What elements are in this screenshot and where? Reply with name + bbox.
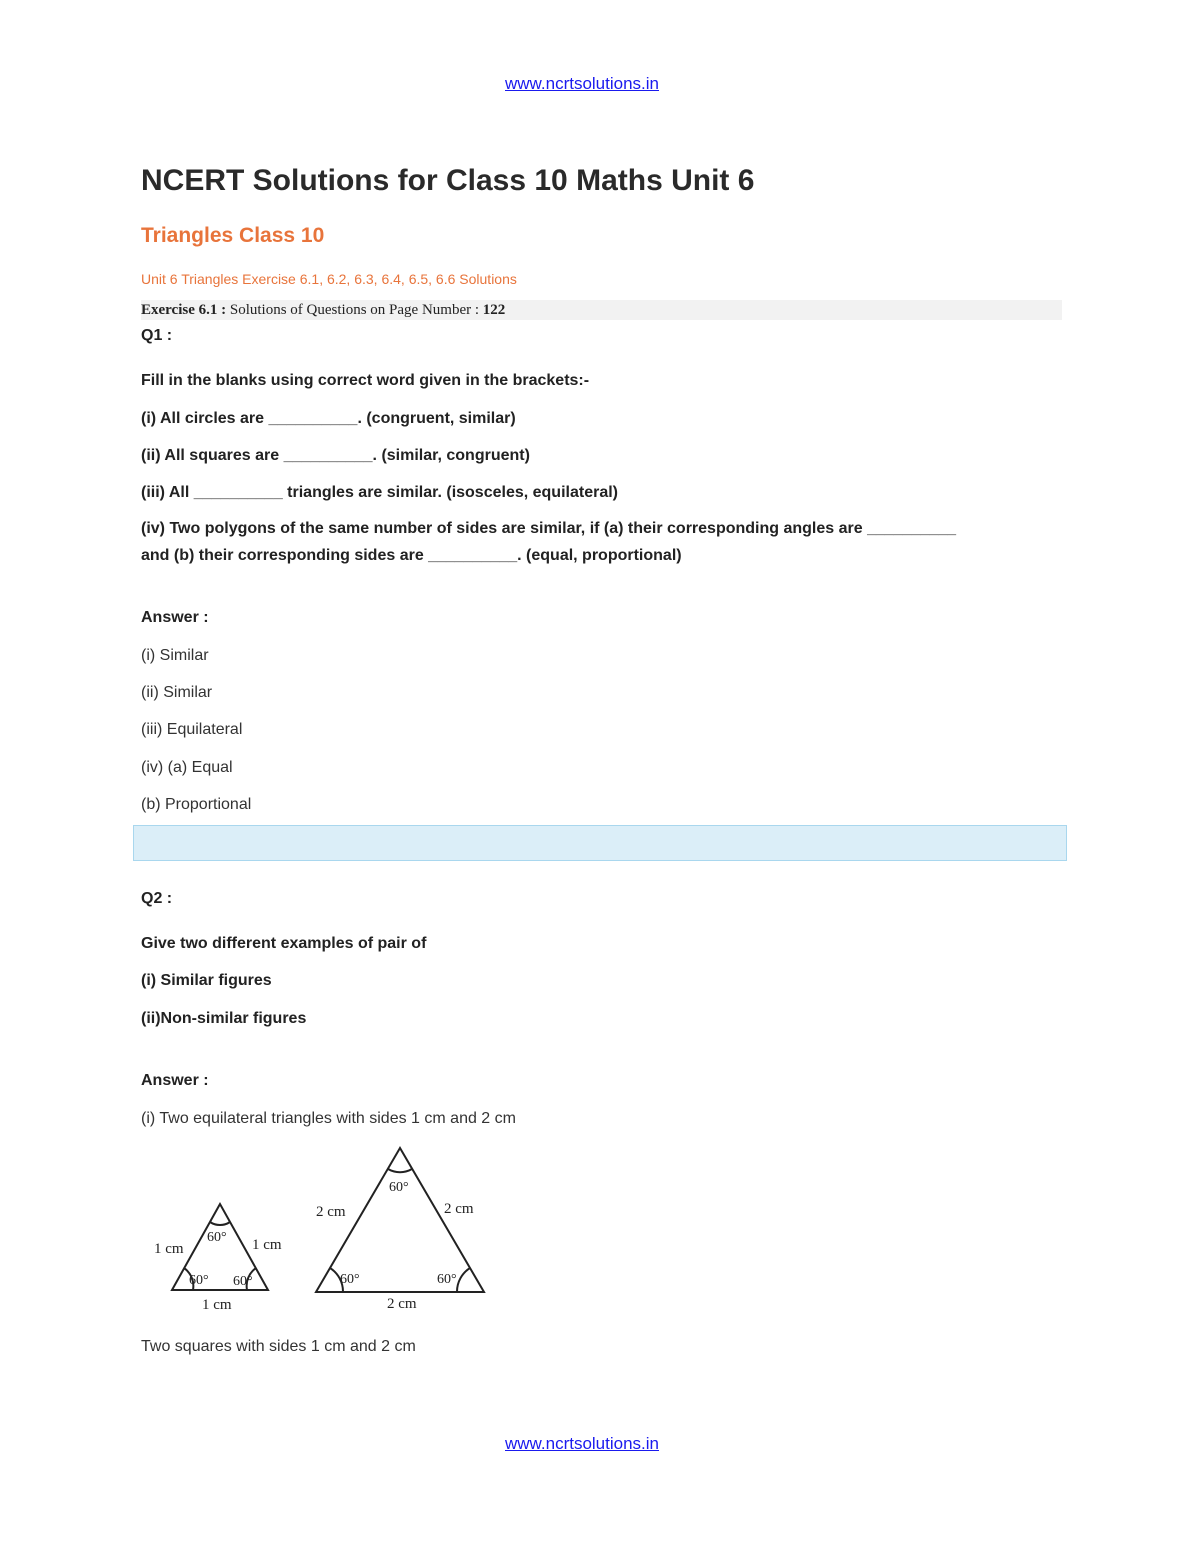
page-title: NCERT Solutions for Class 10 Maths Unit 6: [141, 164, 755, 197]
large-side-right-label: 2 cm: [444, 1201, 474, 1217]
a1-label: Answer :: [141, 609, 209, 626]
q1-item-iv-line1: (iv) Two polygons of the same number of sides are similar, if (a) their corresponding angles are __________: [141, 520, 957, 537]
q2-item-i: (i) Similar figures: [141, 972, 272, 989]
q2-item-ii: (ii)Non-similar figures: [141, 1010, 307, 1027]
footer-site-link[interactable]: www.ncrtsolutions.in: [505, 1434, 660, 1453]
large-top-angle: 60°: [389, 1180, 409, 1195]
large-right-angle: 60°: [437, 1272, 457, 1287]
small-side-right-label: 1 cm: [252, 1237, 282, 1253]
q1-item-iii: (iii) All __________ triangles are similar. (isosceles, equilateral): [141, 484, 618, 501]
small-base-label: 1 cm: [202, 1297, 232, 1313]
q1-item-i: (i) All circles are __________. (congruent, similar): [141, 410, 516, 427]
exercise-label: Exercise 6.1 :: [141, 302, 227, 318]
large-base-label: 2 cm: [387, 1296, 417, 1312]
large-triangle: [316, 1148, 484, 1292]
small-side-left-label: 1 cm: [154, 1241, 184, 1257]
q2-prompt: Give two different examples of pair of: [141, 935, 427, 952]
equilateral-triangles-figure: [140, 1140, 500, 1320]
a1-line-4: (iv) (a) Equal: [141, 759, 233, 776]
a1-line-2: (ii) Similar: [141, 684, 213, 701]
q1-prompt: Fill in the blanks using correct word given in the brackets:-: [141, 372, 590, 389]
q1-item-iv-line2: and (b) their corresponding sides are __________. (equal, proportional): [141, 547, 682, 564]
exercise-text: Solutions of Questions on Page Number :: [229, 302, 480, 318]
exercise-page-number: 122: [482, 302, 506, 318]
exercise-bar: [141, 300, 1062, 320]
small-left-angle: 60°: [189, 1273, 209, 1288]
header-site-link[interactable]: www.ncrtsolutions.in: [505, 74, 660, 93]
q1-label: Q1 :: [141, 327, 173, 344]
small-right-angle: 60°: [233, 1274, 253, 1289]
page-subtitle: Triangles Class 10: [141, 224, 325, 247]
a2-line-2: Two squares with sides 1 cm and 2 cm: [141, 1338, 416, 1355]
section-separator: [133, 825, 1067, 861]
a1-line-5: (b) Proportional: [141, 796, 252, 813]
a2-line-1: (i) Two equilateral triangles with sides 1 cm and 2 cm: [141, 1110, 516, 1127]
small-top-angle: 60°: [207, 1230, 227, 1245]
q2-label: Q2 :: [141, 890, 173, 907]
q1-item-ii: (ii) All squares are __________. (similar, congruent): [141, 447, 530, 464]
unit-exercise-line: Unit 6 Triangles Exercise 6.1, 6.2, 6.3, 6.4, 6.5, 6.6 Solutions: [141, 271, 517, 287]
large-left-angle: 60°: [340, 1272, 360, 1287]
a2-label: Answer :: [141, 1072, 209, 1089]
a1-line-1: (i) Similar: [141, 647, 209, 664]
a1-line-3: (iii) Equilateral: [141, 721, 243, 738]
large-side-left-label: 2 cm: [316, 1204, 346, 1220]
